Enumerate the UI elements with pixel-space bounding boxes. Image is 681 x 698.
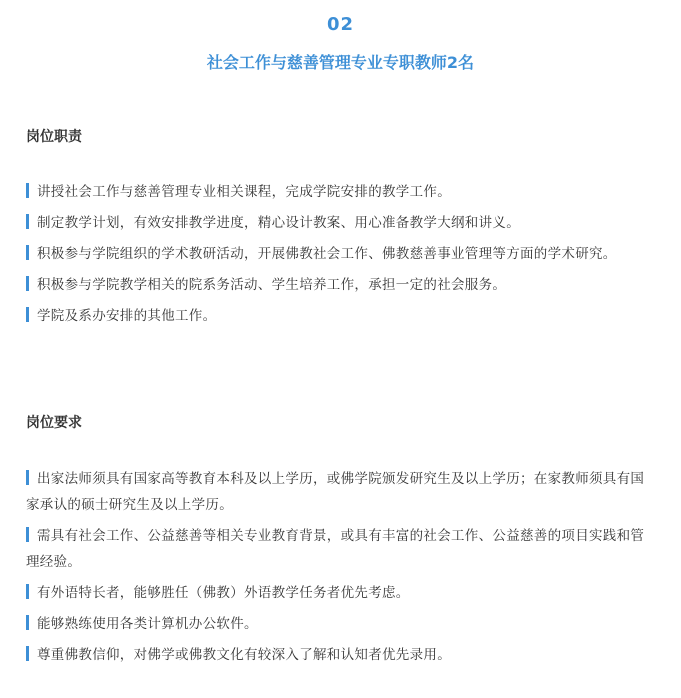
duty-item	[26, 179, 656, 205]
duty-item	[26, 272, 656, 298]
bullet-bar-icon	[26, 527, 29, 542]
bullet-bar-icon	[26, 276, 29, 291]
requirement-text: 出家法师须具有国家高等教育本科及以上学历，或佛学院颁发研究生及以上学历；在家教师须具有国家承认的硕士研究生及以上学历。	[26, 471, 645, 513]
bullet-bar-icon	[26, 584, 29, 599]
duty-text: 积极参与学院组织的学术教研活动，开展佛教社会工作、佛教慈善事业管理等方面的学术研究。	[37, 246, 617, 262]
bullet-bar-icon	[26, 470, 29, 485]
bullet-bar-icon	[26, 214, 29, 229]
bullet-bar-icon	[26, 183, 29, 198]
bullet-bar-icon	[26, 307, 29, 322]
duty-item	[26, 210, 656, 236]
requirement-item	[26, 466, 656, 518]
requirements-heading: 岗位要求	[26, 415, 82, 431]
requirement-text: 有外语特长者，能够胜任（佛教）外语教学任务者优先考虑。	[37, 585, 410, 601]
duty-item	[26, 303, 656, 329]
bullet-bar-icon	[26, 646, 29, 661]
duty-text: 制定教学计划，有效安排教学进度，精心设计教案、用心准备教学大纲和讲义。	[37, 215, 520, 231]
duty-item	[26, 241, 656, 267]
requirement-item	[26, 523, 656, 575]
section-title: 社会工作与慈善管理专业专职教师2名	[206, 53, 475, 72]
requirement-text: 尊重佛教信仰，对佛学或佛教文化有较深入了解和认知者优先录用。	[37, 647, 451, 663]
requirement-item	[26, 611, 656, 637]
duty-text: 学院及系办安排的其他工作。	[37, 308, 217, 324]
requirement-item	[26, 642, 656, 668]
duty-text: 讲授社会工作与慈善管理专业相关课程，完成学院安排的教学工作。	[37, 184, 451, 200]
duty-text: 积极参与学院教学相关的院系务活动、学生培养工作，承担一定的社会服务。	[37, 277, 507, 293]
requirement-text: 需具有社会工作、公益慈善等相关专业教育背景，或具有丰富的社会工作、公益慈善的项目实践和管理经验。	[26, 528, 645, 570]
requirement-text: 能够熟练使用各类计算机办公软件。	[37, 616, 258, 632]
requirement-item	[26, 580, 656, 606]
section-number: 02	[326, 14, 355, 35]
duties-heading: 岗位职责	[26, 129, 82, 145]
duties-list	[26, 179, 656, 334]
bullet-bar-icon	[26, 615, 29, 630]
requirements-list	[26, 466, 656, 673]
bullet-bar-icon	[26, 245, 29, 260]
